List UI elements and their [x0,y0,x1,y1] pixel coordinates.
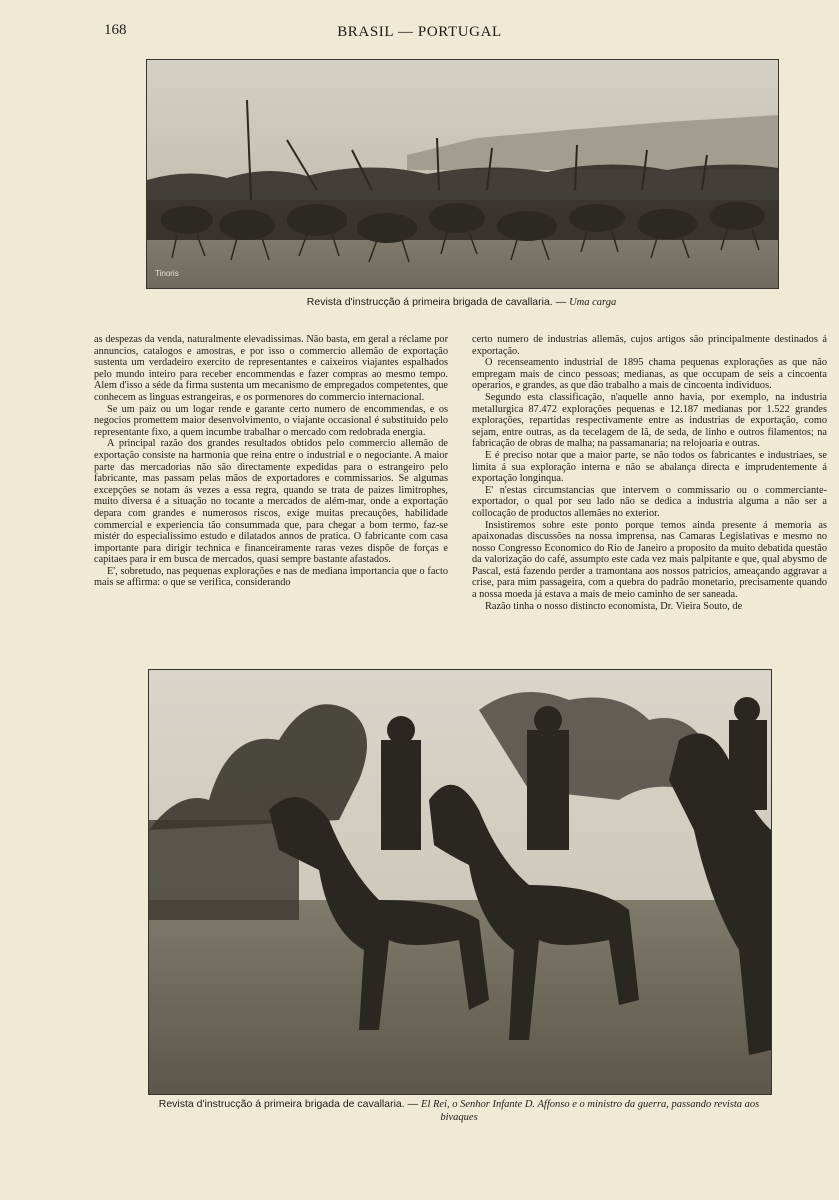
caption-top-italic: Uma carga [569,297,617,308]
photographer-mark: Tinoris [155,269,179,278]
mounted-officers-illustration [149,670,771,1094]
paragraph: Razão tinha o nosso distincto economista, Dr. Vieira Souto, de [485,600,743,612]
running-head: BRASIL — PORTUGAL [337,24,502,40]
paragraph: certo numero de industrias allemãs, cujos artigos são principalmente destinados á exportação. [472,334,827,357]
paragraph: E é preciso notar que a maior parte, se não todos os fabricantes e industriaes, se limita á sua exploração interna e não se abalança directa e imprudentemente á exportação longinqua. [472,449,827,485]
text-column-left [94,334,448,589]
text-column-right [472,334,827,612]
paragraph: Se um paiz ou um logar rende e garante certo numero de encommendas, e os negocios promettem maior desenvolvimento, o viajante occasional é substituido pelo representante fixo, a quem incumbe trabalhar o mercado com redobrada energia. [94,403,448,438]
paragraph: as despezas da venda, naturalmente elevadissimas. Não basta, em geral a réclame por annuncios, catalogos e amostras, e por isso o commercio allemão de exportação sustenta um verdadeiro exercito de representantes e caixeiros viajantes espalhados pelo mundo inteiro para receber encommendas e fazer compras ao mesmo tempo. Alem d'isso a séde da firma sustenta um mecanismo de empregados competentes, que conhecem as linguas estrangeiras, e os pormenores do commercio internacional. [94,334,448,403]
paragraph: A principal razão dos grandes resultados obtidos pelo commercio allemão de exportação consiste na harmonia que reina entre o industrial e o negociante. A maior parte das mercadorias não são directamente expedidas para o estrangeiro pelo fabricante, mas passam pelas mãos de exportadores e commissarios. Se algumas excepções se notam ás vezes a essa regra, quando se trata de paizes limitrophes, muito diversa é a situação no tocante a mercados de além-mar, onde a exportação depara com grandes e numerosos riscos, exige muitas precauções, habilidade commercial e experiencia tão consummada que, para chegar a bom termo, faz-se mistér do especialissimo estudo e dilatados annos de pratica. O fabricante com casa importante para dirigir technica e financeiramente raras vezes dispõe de forças e capitaes para ir em busca de mercados, quasi sempre bastante afastados. [94,438,448,566]
paragraph: O recenseamento industrial de 1895 chama pequenas explorações as que não empregam mais de cinco pessoas; medianas, as que occupam de seis a cincoenta operarios, e grandes, as que dão trabalho a mais de cincoenta individuos. [472,357,827,392]
paragraph: Segundo esta classificação, n'aquelle anno havia, por exemplo, na industria metallurgica 87.472 explorações pequenas e 12.187 medianas por 1.522 grandes explorações, repartidas respectivamente entre as industrias de exportação, como sejam, entre outras, as da tecelagem de lã, de seda, de linho e outros filamentos; na fabricação de obras de malha; na passamanaria; na relojoaria e outras. [472,391,827,450]
paragraph: E', sobretudo, nas pequenas explorações e nas de mediana importancia que o facto mais se affirma: o que se verifica, considerando [94,565,448,589]
paragraph: Insistiremos sobre este ponto porque temos ainda presente á memoria as apaixonadas discussões na nossa imprensa, nas Camaras Legislativas e mesmo no nosso Congresso Economico do Rio de Janeiro a proposito da muito debatida questão da valorização do café, assumpto este cada vez mais palpitante e que, qual abysmo de Pascal, está fazendo perder a tramontana aos nossos patricios, ameaçando aggravar a crise, para mim passageira, com a quebra do padrão monetario, precisamente quando a nossa moeda já estava a mais de meio caminho de ser saneada. [472,519,827,601]
paragraph: E' n'estas circumstancias que intervem o commissario ou o commerciante-exportador, o qual por seu lado não se dedica a industria alguma a não ser a collocação de productos allemães no exterior. [472,484,827,519]
caption-bottom [148,1098,770,1124]
caption-bottom-italic: El Rei, o Senhor Infante D. Affonso e o ministro da guerra, passando revista aos bivaques [421,1099,760,1124]
caption-top [146,296,777,309]
review-photo [148,669,772,1095]
caption-top-main: Revista d'instrucção á primeira brigada de cavallaria. — [306,296,567,308]
cavalry-charge-photo [146,59,779,289]
page-number: 168 [104,22,127,38]
caption-bottom-main: Revista d'instrucção á primeira brigada de cavallaria. — [158,1098,419,1110]
cavalry-charge-illustration [147,60,778,288]
